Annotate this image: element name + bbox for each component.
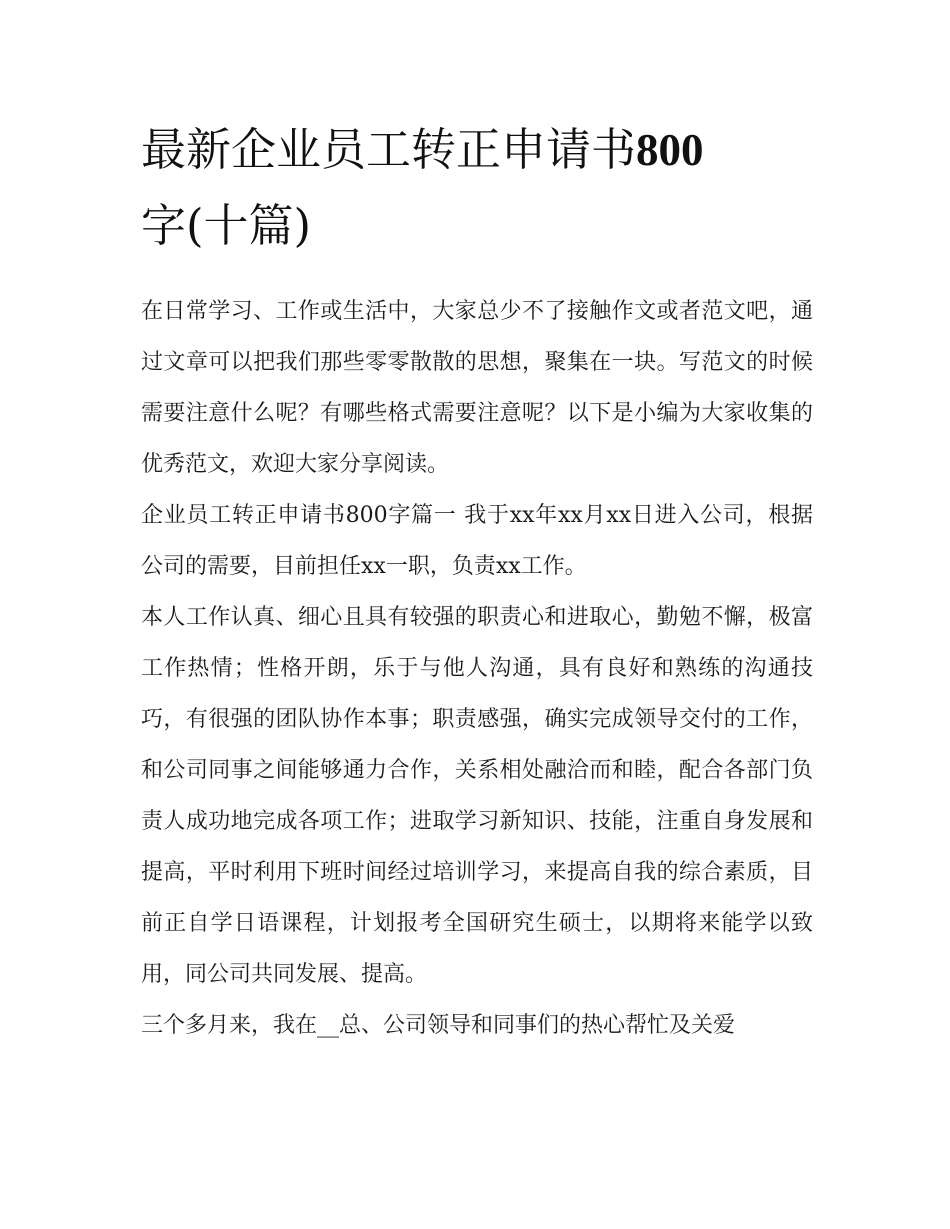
paragraph-section-one: 企业员工转正申请书800字篇一 我于xx年xx月xx日进入公司，根据公司的需要，目前担任xx一职，负责xx工作。 [141,503,813,579]
title-text: 最新企业员工转正申请书 [141,123,637,176]
title-suffix: 字(十篇) [141,199,312,252]
paragraph-three-months: 三个多月来，我在__总、公司领导和同事们的热心帮忙及关爱 [141,1013,736,1038]
paragraph-intro: 在日常学习、工作或生活中，大家总少不了接触作文或者范文吧，通过文章可以把我们那些零零散散的思想，聚集在一块。写范文的时候需要注意什么呢？有哪些格式需要注意呢？以下是小编为大家收集的优秀范文，欢迎大家分享阅读。 [141,299,813,477]
paragraph-self-evaluation: 本人工作认真、细心且具有较强的职责心和进取心，勤勉不懈，极富工作热情；性格开朗，乐于与他人沟通，具有良好和熟练的沟通技巧，有很强的团队协作本事；职责感强，确实完成领导交付的工作，和公司同事之间能够通力合作，关系相处融洽而和睦，配合各部门负责人成功地完成各项工作；进取学习新知识、技能，注重自身发展和提高，平时利用下班时间经过培训学习，来提高自我的综合素质，目前正自学日语课程，计划报考全国研究生硕士，以期将来能学以致用，同公司共同发展、提高。 [141,605,813,987]
title-number: 800 [636,125,704,175]
document-body [141,286,813,1051]
document-content [141,112,813,1051]
document-title [141,112,813,264]
